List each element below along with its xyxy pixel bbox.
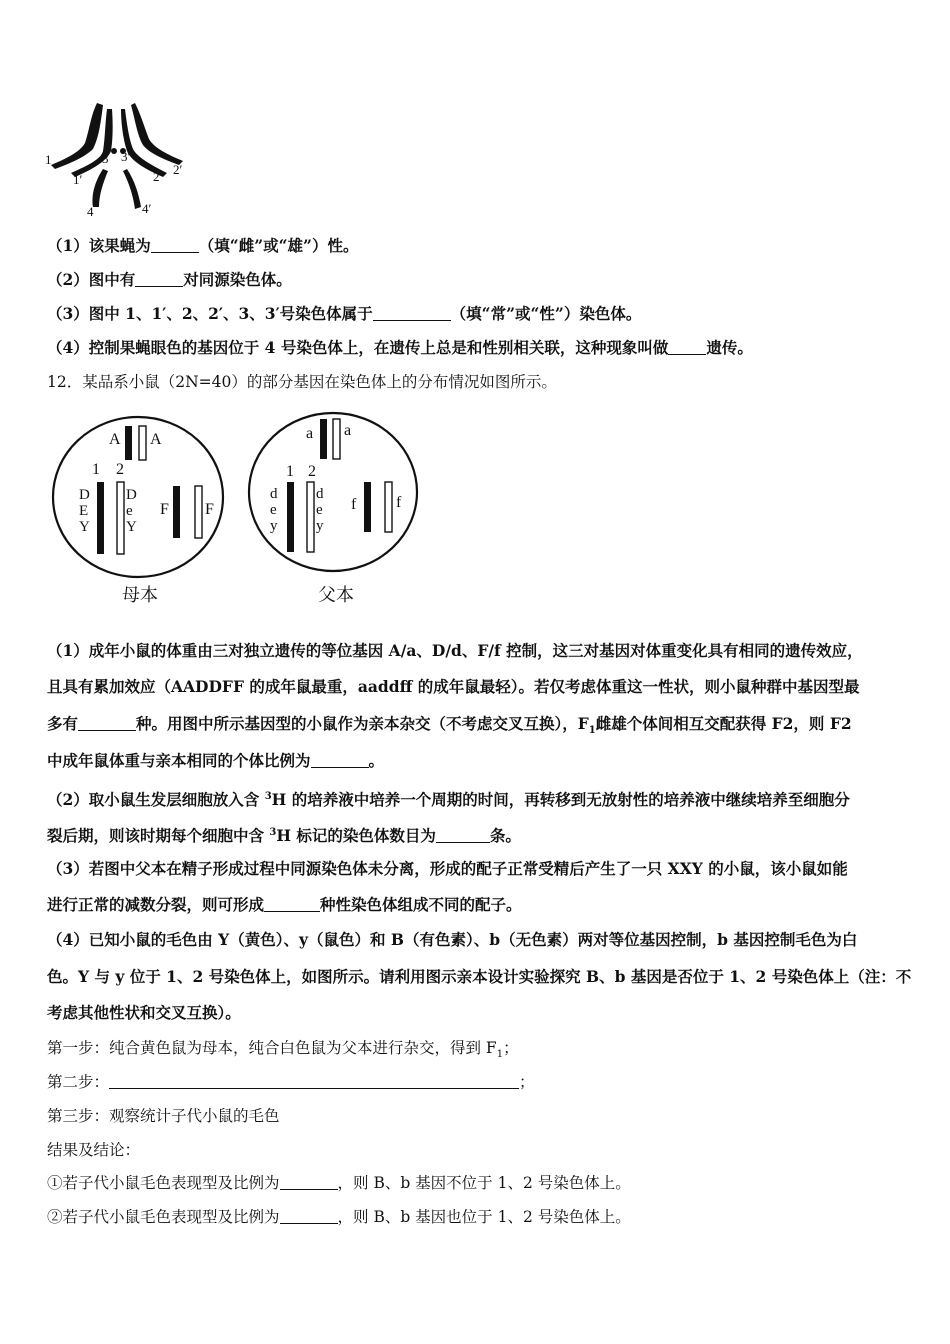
result-2: ②若子代小鼠毛色表现型及比例为 ，则 B、b 基因也位于 1、2 号染色体上。 [47, 1208, 631, 1226]
q12-s1-line3: 多有 种。用图中所示基因型的小鼠作为亲本杂交（不考虑交叉互换），$F_1$雌雄个体间相互交配获得 F2，则 F2 [47, 714, 852, 737]
q12-s4-line1: （4）已知小鼠的毛色由 Y（黄色）、y（鼠色）和 B（有色素）、b（无色素）两对等位基因控制，b 基因控制毛色为白 [47, 930, 858, 949]
q12-s4-line2: 色。Y 与 y 位于 1、2 号染色体上，如图所示。请利用图示亲本设计实验探究 B、b 基因是否位于 1、2 号染色体上（注：不 [47, 967, 912, 986]
father-chrom-number-1: 1 [286, 463, 294, 480]
father-gene-f2: f [396, 494, 402, 511]
q12-s1-line2: 且具有累加效应（AADDFF 的成年鼠最重，aaddff 的成年鼠最轻）。若仅考虑体重这一性状，则小鼠种群中基因型最 [47, 677, 860, 696]
mother-gene-F2: F [205, 501, 214, 518]
label-1: 1 [45, 152, 52, 167]
mother-c2-gene-1: D [126, 487, 137, 503]
mother-gene-A2: A [150, 431, 162, 448]
mother-chrom-number-2: 2 [116, 461, 124, 478]
result-title: 结果及结论： [47, 1141, 141, 1159]
answer-blank[interactable] [78, 716, 136, 731]
q12-title: 12．某品系小鼠（2N=40）的部分基因在染色体上的分布情况如图所示。 [47, 373, 557, 391]
mother-c1-gene-2: E [79, 503, 89, 519]
label-2prime: 2′ [173, 162, 183, 177]
answer-blank[interactable] [373, 306, 451, 321]
label-3prime: 3′ [121, 149, 131, 164]
q12-s2-line1: （2）取小鼠生发层细胞放入含 $^3$H 的培养液中培养一个周期的时间，再转移到无放射性的培养液中继续培养至细胞分 [47, 790, 850, 810]
father-c2-gene-3: y [316, 518, 324, 534]
q12-s2-line2: 裂后期，则该时期每个细胞中含 $^3$H 标记的染色体数目为 条。 [47, 826, 521, 846]
step-1: 第一步：纯合黄色鼠为母本，纯合白色鼠为父本进行杂交，得到 $F_1$； [47, 1039, 519, 1061]
mother-cell [53, 417, 223, 577]
q11-part2: （2）图中有 对同源染色体。 [47, 270, 292, 289]
answer-blank[interactable] [135, 272, 183, 287]
mother-gene-A1: A [109, 431, 121, 448]
step-2: 第二步： ； [47, 1073, 535, 1091]
father-chrom-number-2: 2 [308, 463, 316, 480]
q12-s4-line3: 考虑其他性状和交叉互换）。 [47, 1003, 241, 1022]
answer-blank[interactable] [280, 1209, 338, 1224]
q11-part4: （4）控制果蝇眼色的基因位于 4 号染色体上，在遗传上总是和性别相关联，这种现象叫做 遗传。 [47, 338, 753, 357]
mother-c1-gene-3: Y [79, 519, 90, 535]
mouse-chromosome-figure [50, 402, 430, 612]
answer-blank[interactable] [436, 828, 490, 843]
father-c2-gene-2: e [316, 502, 323, 518]
q12-s3-line2: 进行正常的减数分裂，则可形成 种性染色体组成不同的配子。 [47, 895, 522, 914]
label-4: 4 [87, 204, 94, 219]
mother-gene-F1: F [160, 501, 169, 518]
father-c1-gene-1: d [270, 486, 278, 502]
mother-c2-gene-2: e [126, 503, 133, 519]
answer-blank[interactable] [668, 340, 706, 355]
q12-s1-line1: （1）成年小鼠的体重由三对独立遗传的等位基因 A/a、D/d、F/f 控制，这三对基因对体重变化具有相同的遗传效应， [47, 641, 863, 660]
fly-karyotype-figure [45, 95, 195, 223]
mother-chrom-number-1: 1 [92, 461, 100, 478]
father-gene-f1: f [351, 496, 357, 513]
step-3: 第三步：观察统计子代小鼠的毛色 [47, 1107, 280, 1125]
father-cell [249, 413, 417, 571]
mother-c1-gene-1: D [79, 487, 90, 503]
answer-blank[interactable] [151, 238, 199, 253]
q12-s3-line1: （3）若图中父本在精子形成过程中同源染色体未分离，形成的配子正常受精后产生了一只 XXY 的小鼠，该小鼠如能 [47, 859, 848, 878]
answer-blank[interactable] [311, 753, 369, 768]
answer-blank[interactable] [109, 1074, 519, 1089]
label-4prime: 4′ [142, 201, 152, 216]
q11-part3: （3）图中 1、1′、2、2′、3、3′号染色体属于 （填“常”或“性”）染色体。 [47, 304, 642, 323]
father-c2-gene-1: d [316, 486, 324, 502]
result-1: ①若子代小鼠毛色表现型及比例为 ，则 B、b 基因不位于 1、2 号染色体上。 [47, 1174, 631, 1192]
father-c1-gene-2: e [270, 502, 277, 518]
answer-blank[interactable] [264, 897, 320, 912]
mother-c2-gene-3: Y [126, 519, 137, 535]
chromosome-shapes [51, 103, 183, 209]
father-gene-a1: a [306, 425, 314, 442]
father-gene-a2: a [344, 422, 352, 439]
father-c1-gene-3: y [270, 518, 278, 534]
answer-blank[interactable] [280, 1175, 338, 1190]
mother-caption: 母本 [122, 585, 158, 606]
label-2: 2 [153, 169, 160, 184]
label-3: 3 [102, 151, 109, 166]
q11-part1: （1）该果蝇为 （填“雌”或“雄”）性。 [47, 236, 359, 255]
father-caption: 父本 [318, 585, 354, 606]
q12-s1-line4: 中成年鼠体重与亲本相同的个体比例为 。 [47, 751, 385, 770]
label-1prime: 1′ [73, 172, 83, 187]
